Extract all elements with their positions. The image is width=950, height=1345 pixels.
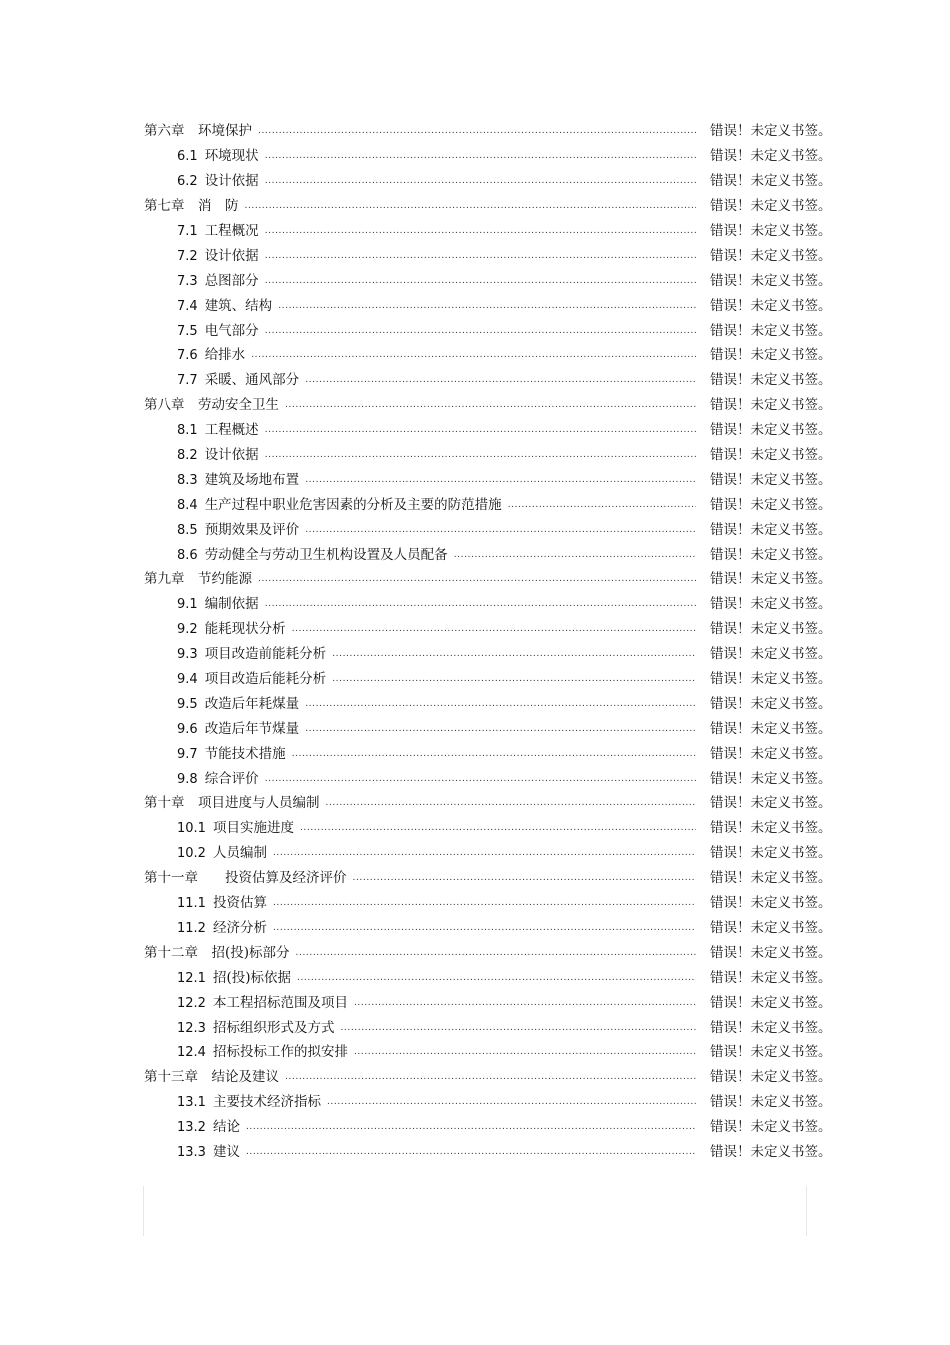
- toc-entry-page: 错误！未定义书签。: [710, 895, 832, 912]
- toc-section-entry[interactable]: [144, 241, 836, 266]
- toc-entry-label: [177, 717, 305, 737]
- toc-section-entry[interactable]: [144, 814, 836, 839]
- toc-entry-number: 13.2: [177, 1120, 206, 1136]
- toc-dot-leader: [265, 247, 696, 261]
- toc-entry-page: 错误！未定义书签。: [710, 422, 832, 439]
- toc-section-entry[interactable]: [144, 341, 836, 366]
- toc-entry-number: 11.2: [177, 920, 206, 936]
- toc-entry-title: 编制依据: [204, 596, 259, 613]
- toc-entry-label: [144, 941, 296, 961]
- toc-section-entry[interactable]: [144, 1088, 836, 1113]
- toc-entry-label: [177, 767, 265, 787]
- toc-entry-number: 9.2: [177, 622, 198, 638]
- toc-entry-label: [177, 841, 273, 861]
- toc-entry-label: [177, 319, 265, 339]
- toc-dot-leader: [327, 1093, 696, 1107]
- toc-dot-leader: [332, 645, 696, 659]
- toc-dot-leader: [354, 994, 696, 1008]
- toc-section-entry[interactable]: [144, 540, 836, 565]
- toc-section-entry[interactable]: [144, 490, 836, 515]
- toc-entry-title: 第六章 环境保护: [144, 123, 252, 140]
- toc-section-entry[interactable]: [144, 142, 836, 167]
- toc-entry-label: [177, 916, 273, 936]
- table-of-contents: [144, 117, 836, 1162]
- toc-entry-title: 第九章 节约能源: [144, 571, 252, 588]
- toc-section-entry[interactable]: [144, 590, 836, 615]
- toc-entry-label: [144, 393, 285, 413]
- toc-section-entry[interactable]: [144, 1038, 836, 1063]
- toc-entry-title: 设计依据: [204, 247, 259, 264]
- toc-dot-leader: [340, 1019, 696, 1033]
- toc-section-entry[interactable]: [144, 316, 836, 341]
- toc-dot-leader: [305, 695, 696, 709]
- toc-entry-number: 7.5: [177, 323, 198, 339]
- toc-entry-label: [177, 1016, 340, 1036]
- toc-dot-leader: [265, 222, 696, 236]
- toc-entry-page: 错误！未定义书签。: [710, 471, 832, 488]
- toc-entry-number: 12.4: [177, 1045, 206, 1061]
- toc-chapter-entry[interactable]: [144, 117, 836, 142]
- toc-entry-page: 错误！未定义书签。: [710, 148, 832, 165]
- toc-section-entry[interactable]: [144, 1138, 836, 1163]
- toc-dot-leader: [353, 869, 697, 883]
- toc-section-entry[interactable]: [144, 615, 836, 640]
- toc-entry-number: 9.8: [177, 771, 198, 787]
- toc-entry-label: [177, 493, 508, 513]
- toc-chapter-entry[interactable]: [144, 1063, 836, 1088]
- toc-entry-label: [177, 244, 265, 264]
- toc-entry-title: 项目实施进度: [212, 820, 294, 837]
- toc-entry-page: 错误！未定义书签。: [710, 1044, 832, 1061]
- toc-section-entry[interactable]: [144, 889, 836, 914]
- toc-entry-page: 错误！未定义书签。: [710, 322, 832, 339]
- toc-entry-page: 错误！未定义书签。: [710, 1143, 832, 1160]
- toc-entry-label: [177, 144, 265, 164]
- toc-entry-title: 建议: [212, 1143, 240, 1160]
- toc-dot-leader: [332, 670, 696, 684]
- toc-entry-title: 设计依据: [204, 173, 259, 190]
- toc-entry-title: 招标组织形式及方式: [212, 1019, 335, 1036]
- toc-section-entry[interactable]: [144, 366, 836, 391]
- toc-entry-title: 总图部分: [204, 272, 259, 289]
- toc-entry-title: 电气部分: [204, 322, 259, 339]
- page-border-right: [806, 1186, 807, 1236]
- toc-entry-title: 第七章 消 防: [144, 198, 239, 215]
- toc-dot-leader: [305, 521, 696, 535]
- toc-dot-leader: [300, 819, 696, 833]
- toc-section-entry[interactable]: [144, 839, 836, 864]
- toc-entry-label: [144, 1065, 285, 1085]
- toc-dot-leader: [273, 894, 696, 908]
- toc-entry-page: 错误！未定义书签。: [710, 223, 832, 239]
- toc-dot-leader: [265, 421, 696, 435]
- toc-entry-title: 预期效果及评价: [204, 521, 300, 538]
- toc-entry-number: 6.1: [177, 149, 198, 165]
- toc-entry-page: 错误！未定义书签。: [710, 1119, 832, 1136]
- toc-entry-label: [177, 219, 265, 239]
- toc-entry-number: 10.2: [177, 846, 206, 862]
- toc-entry-page: 错误！未定义书签。: [710, 994, 832, 1011]
- toc-entry-label: [177, 1140, 246, 1160]
- toc-section-entry[interactable]: [144, 963, 836, 988]
- toc-entry-title: 改造后年耗煤量: [204, 695, 300, 712]
- toc-entry-label: [144, 194, 245, 214]
- toc-entry-label: [177, 617, 292, 637]
- toc-section-entry[interactable]: [144, 665, 836, 690]
- toc-dot-leader: [258, 570, 696, 584]
- toc-entry-label: [177, 816, 300, 836]
- toc-entry-page: 错误！未定义书签。: [710, 247, 832, 264]
- toc-entry-title: 采暖、通风部分: [204, 372, 300, 389]
- toc-entry-number: 9.5: [177, 696, 198, 712]
- toc-entry-title: 经济分析: [212, 919, 267, 936]
- toc-dot-leader: [258, 122, 696, 136]
- toc-entry-title: 给排水: [204, 347, 246, 364]
- toc-entry-page: 错误！未定义书签。: [710, 745, 832, 762]
- toc-entry-page: 错误！未定义书签。: [710, 695, 832, 712]
- toc-entry-label: [144, 119, 258, 139]
- toc-entry-page: 错误！未定义书签。: [710, 123, 832, 140]
- toc-dot-leader: [305, 371, 696, 385]
- toc-entry-number: 8.6: [177, 547, 198, 563]
- toc-chapter-entry[interactable]: [144, 391, 836, 416]
- toc-entry-page: 错误！未定义书签。: [710, 845, 832, 862]
- toc-entry-title: 主要技术经济指标: [212, 1094, 321, 1111]
- toc-entry-label: [177, 269, 265, 289]
- toc-entry-label: [177, 368, 305, 388]
- toc-entry-title: 招(投)标依据: [212, 969, 291, 986]
- toc-entry-label: [177, 642, 332, 662]
- toc-entry-page: 错误！未定义书签。: [710, 496, 832, 513]
- toc-section-entry[interactable]: [144, 1113, 836, 1138]
- toc-entry-page: 错误！未定义书签。: [710, 671, 832, 688]
- toc-entry-page: 错误！未定义书签。: [710, 969, 832, 986]
- toc-dot-leader: [285, 1068, 696, 1082]
- toc-entry-label: [177, 592, 265, 612]
- toc-entry-title: 劳动健全与劳动卫生机构设置及人员配备: [204, 546, 448, 563]
- toc-dot-leader: [354, 1043, 696, 1057]
- toc-section-entry[interactable]: [144, 764, 836, 789]
- page-border-left: [143, 1186, 144, 1236]
- toc-entry-number: 13.1: [177, 1095, 206, 1111]
- toc-dot-leader: [265, 147, 696, 161]
- toc-entry-number: 12.2: [177, 995, 206, 1011]
- toc-section-entry[interactable]: [144, 714, 836, 739]
- toc-entry-label: [177, 991, 354, 1011]
- toc-entry-page: 错误！未定义书签。: [710, 919, 832, 936]
- toc-entry-title: 本工程招标范围及项目: [212, 994, 348, 1011]
- toc-entry-page: 错误！未定义书签。: [710, 347, 832, 364]
- toc-dot-leader: [265, 172, 696, 186]
- toc-section-entry[interactable]: [144, 689, 836, 714]
- toc-entry-number: 8.1: [177, 423, 198, 439]
- toc-entry-number: 8.3: [177, 472, 198, 488]
- toc-entry-label: [144, 791, 326, 811]
- toc-entry-number: 9.6: [177, 721, 198, 737]
- toc-entry-title: 设计依据: [204, 447, 259, 464]
- toc-entry-number: 7.4: [177, 298, 198, 314]
- toc-entry-title: 第十二章 招(投)标部分: [144, 944, 290, 961]
- toc-dot-leader: [454, 546, 696, 560]
- toc-entry-page: 错误！未定义书签。: [710, 870, 832, 887]
- toc-entry-page: 错误！未定义书签。: [710, 1094, 832, 1111]
- toc-entry-title: 工程概况: [204, 223, 259, 239]
- toc-entry-label: [177, 418, 265, 438]
- toc-entry-page: 错误！未定义书签。: [710, 272, 832, 289]
- toc-entry-label: [177, 667, 332, 687]
- toc-chapter-entry[interactable]: [144, 565, 836, 590]
- toc-entry-page: 错误！未定义书签。: [710, 447, 832, 464]
- toc-entry-number: 9.1: [177, 597, 198, 613]
- toc-entry-title: 生产过程中职业危害因素的分析及主要的防范措施: [204, 496, 502, 513]
- toc-entry-label: [144, 567, 258, 587]
- toc-entry-label: [177, 169, 265, 189]
- toc-entry-title: 建筑、结构: [204, 297, 273, 314]
- toc-entry-title: 人员编制: [212, 845, 267, 862]
- toc-entry-page: 错误！未定义书签。: [710, 173, 832, 190]
- toc-section-entry[interactable]: [144, 465, 836, 490]
- toc-entry-title: 改造后年节煤量: [204, 720, 300, 737]
- toc-dot-leader: [305, 720, 696, 734]
- toc-dot-leader: [508, 496, 696, 510]
- toc-entry-label: [177, 468, 305, 488]
- toc-dot-leader: [292, 745, 696, 759]
- toc-entry-label: [177, 443, 265, 463]
- toc-section-entry[interactable]: [144, 217, 836, 242]
- toc-entry-label: [177, 343, 251, 363]
- toc-entry-title: 第十章 项目进度与人员编制: [144, 795, 320, 812]
- toc-entry-title: 环境现状: [204, 148, 259, 165]
- toc-entry-title: 综合评价: [204, 770, 259, 787]
- toc-entry-page: 错误！未定义书签。: [710, 770, 832, 787]
- toc-entry-title: 投资估算: [212, 895, 267, 912]
- toc-entry-page: 错误！未定义书签。: [710, 621, 832, 638]
- toc-entry-label: [177, 1090, 327, 1110]
- toc-section-entry[interactable]: [144, 167, 836, 192]
- toc-entry-title: 节能技术措施: [204, 745, 286, 762]
- toc-dot-leader: [265, 322, 696, 336]
- toc-entry-label: [177, 742, 292, 762]
- toc-section-entry[interactable]: [144, 515, 836, 540]
- toc-entry-title: 工程概述: [204, 422, 259, 439]
- toc-entry-title: 第十一章 投资估算及经济评价: [144, 870, 347, 887]
- toc-dot-leader: [265, 446, 696, 460]
- toc-dot-leader: [265, 595, 696, 609]
- toc-dot-leader: [246, 1118, 696, 1132]
- toc-entry-page: 错误！未定义书签。: [710, 521, 832, 538]
- toc-dot-leader: [273, 919, 696, 933]
- toc-dot-leader: [326, 794, 697, 808]
- toc-entry-number: 7.6: [177, 348, 198, 364]
- toc-dot-leader: [278, 297, 696, 311]
- toc-entry-page: 错误！未定义书签。: [710, 944, 832, 961]
- toc-entry-page: 错误！未定义书签。: [710, 372, 832, 389]
- toc-dot-leader: [251, 346, 696, 360]
- toc-entry-title: 建筑及场地布置: [204, 471, 300, 488]
- toc-chapter-entry[interactable]: [144, 789, 836, 814]
- toc-entry-number: 9.3: [177, 647, 198, 663]
- toc-chapter-entry[interactable]: [144, 864, 836, 889]
- toc-entry-page: 错误！未定义书签。: [710, 596, 832, 613]
- toc-entry-label: [177, 692, 305, 712]
- toc-entry-page: 错误！未定义书签。: [710, 546, 832, 563]
- toc-entry-title: 第八章 劳动安全卫生: [144, 397, 279, 414]
- toc-entry-number: 11.1: [177, 896, 206, 912]
- toc-entry-number: 7.7: [177, 373, 198, 389]
- toc-entry-number: 6.2: [177, 174, 198, 190]
- toc-dot-leader: [246, 1143, 696, 1157]
- toc-entry-number: 7.1: [177, 224, 198, 239]
- toc-entry-label: [177, 891, 273, 911]
- toc-entry-label: [177, 1115, 246, 1135]
- toc-entry-number: 7.3: [177, 273, 198, 289]
- toc-entry-title: 结论: [212, 1119, 240, 1136]
- toc-entry-number: 8.5: [177, 522, 198, 538]
- toc-entry-page: 错误！未定义书签。: [710, 397, 832, 414]
- toc-section-entry[interactable]: [144, 266, 836, 291]
- toc-chapter-entry[interactable]: [144, 192, 836, 217]
- toc-entry-page: 错误！未定义书签。: [710, 1019, 832, 1036]
- toc-section-entry[interactable]: [144, 1013, 836, 1038]
- toc-entry-number: 12.1: [177, 970, 206, 986]
- toc-entry-title: 第十三章 结论及建议: [144, 1069, 279, 1086]
- toc-entry-number: 10.1: [177, 821, 206, 837]
- toc-entry-number: 12.3: [177, 1020, 206, 1036]
- toc-dot-leader: [265, 770, 696, 784]
- toc-dot-leader: [305, 471, 696, 485]
- toc-section-entry[interactable]: [144, 739, 836, 764]
- toc-entry-number: 8.2: [177, 448, 198, 464]
- toc-dot-leader: [296, 944, 696, 958]
- toc-entry-page: 错误！未定义书签。: [710, 198, 832, 215]
- toc-dot-leader: [285, 396, 696, 410]
- toc-entry-title: 招标投标工作的拟安排: [212, 1044, 348, 1061]
- toc-dot-leader: [245, 197, 697, 211]
- toc-entry-page: 错误！未定义书签。: [710, 571, 832, 588]
- toc-entry-label: [177, 518, 305, 538]
- toc-dot-leader: [265, 272, 696, 286]
- toc-entry-page: 错误！未定义书签。: [710, 720, 832, 737]
- toc-section-entry[interactable]: [144, 988, 836, 1013]
- toc-dot-leader: [297, 969, 696, 983]
- toc-section-entry[interactable]: [144, 416, 836, 441]
- toc-entry-page: 错误！未定义书签。: [710, 646, 832, 663]
- toc-entry-label: [177, 966, 297, 986]
- toc-chapter-entry[interactable]: [144, 938, 836, 963]
- toc-dot-leader: [292, 620, 696, 634]
- toc-entry-number: 13.3: [177, 1144, 206, 1160]
- toc-section-entry[interactable]: [144, 291, 836, 316]
- toc-entry-label: [177, 543, 454, 563]
- toc-entry-number: 7.2: [177, 248, 198, 264]
- toc-entry-number: 8.4: [177, 497, 198, 513]
- toc-dot-leader: [273, 844, 696, 858]
- toc-entry-title: 能耗现状分析: [204, 621, 286, 638]
- toc-entry-label: [144, 866, 353, 886]
- toc-section-entry[interactable]: [144, 914, 836, 939]
- toc-entry-number: 9.7: [177, 746, 198, 762]
- toc-entry-title: 项目改造后能耗分析: [204, 671, 327, 688]
- toc-entry-number: 9.4: [177, 672, 198, 688]
- toc-section-entry[interactable]: [144, 441, 836, 466]
- toc-entry-label: [177, 294, 278, 314]
- toc-entry-page: 错误！未定义书签。: [710, 795, 832, 812]
- toc-entry-page: 错误！未定义书签。: [710, 1069, 832, 1086]
- toc-entry-label: [177, 1040, 354, 1060]
- toc-entry-page: 错误！未定义书签。: [710, 297, 832, 314]
- toc-section-entry[interactable]: [144, 640, 836, 665]
- toc-entry-page: 错误！未定义书签。: [710, 820, 832, 837]
- toc-entry-title: 项目改造前能耗分析: [204, 646, 327, 663]
